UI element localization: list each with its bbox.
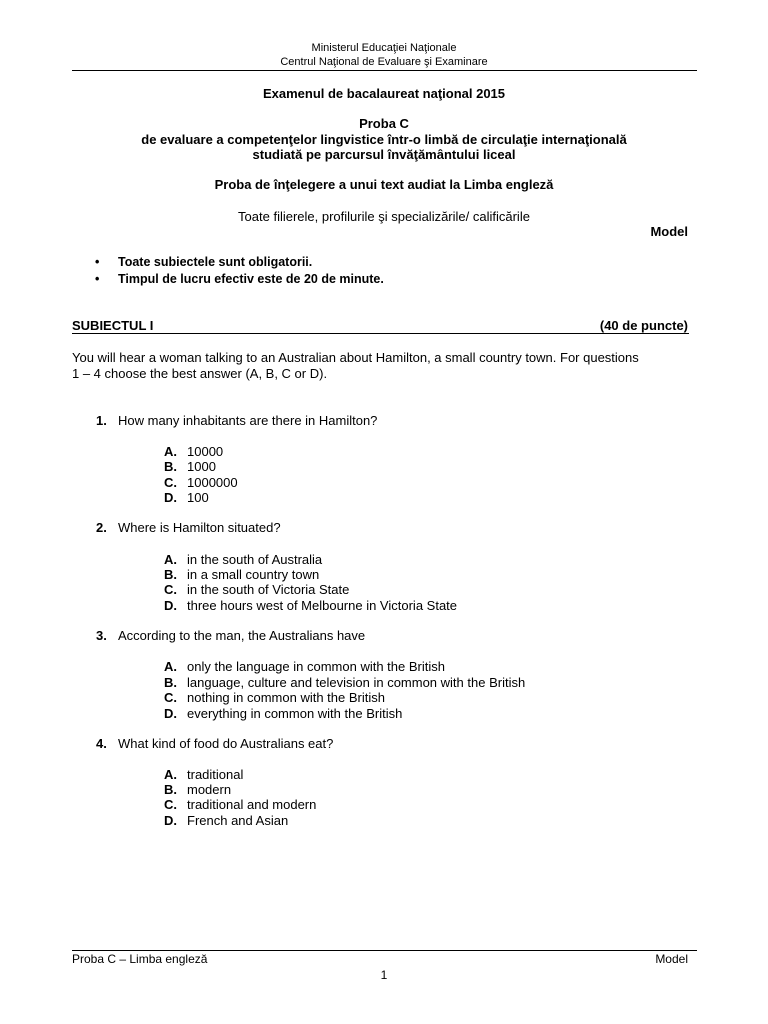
header-rule [72,70,697,71]
option-2b: B. in a small country town [164,567,320,582]
question-1 [96,413,377,428]
intro-line-1: You will hear a woman talking to an Australian about Hamilton, a small country town. For questions [72,350,639,365]
option-3c: C. nothing in common with the British [164,690,385,705]
question-number: 4. [96,736,107,751]
footer-right: Model [655,952,688,966]
option-3d: D. everything in common with the British [164,706,403,721]
option-4b: B. modern [164,782,232,797]
question-2 [96,520,281,535]
question-3 [96,628,365,643]
option-1d: D. 100 [164,490,209,505]
proba-description-2: studiată pe parcursul învăţământului liceal [252,147,516,162]
question-number: 3. [96,628,107,643]
footer-left: Proba C – Limba engleză [72,952,208,966]
question-4 [96,736,333,751]
bullet-icon: • [95,272,100,286]
header-ministry: Ministerul Educaţiei Naţionale [311,42,457,54]
question-number: 2. [96,520,107,535]
exam-title: Examenul de bacalaureat naţional 2015 [262,86,506,101]
option-1a: A. 10000 [164,444,224,459]
question-text: Where is Hamilton situated? [118,520,281,535]
model-label: Model [650,224,688,239]
question-text: What kind of food do Australians eat? [118,736,334,751]
filiere-line: Toate filierele, profilurile şi specializările/ calificările [238,209,530,224]
option-2a: A. in the south of Australia [164,552,323,567]
bullet-text: Toate subiectele sunt obligatorii. [118,255,313,269]
option-4c: C. traditional and modern [164,797,317,812]
option-1b: B. 1000 [164,459,216,474]
footer-rule [72,950,697,951]
option-2d: D. three hours west of Melbourne in Victoria State [164,598,458,613]
page-number: 1 [380,968,388,982]
option-3b: B. language, culture and television in common with the British [164,675,526,690]
bullet-text: Timpul de lucru efectiv este de 20 de minute. [118,272,384,286]
section-name: SUBIECTUL I [72,318,154,333]
option-4d: D. French and Asian [164,813,289,828]
proba-subtitle: Proba de înţelegere a unui text audiat la Limba engleză [214,177,554,192]
option-1c: C. 1000000 [164,475,238,490]
section-underline [72,333,689,334]
header-center: Centrul Naţional de Evaluare şi Examinare [280,56,488,68]
proba-description-1: de evaluare a competenţelor lingvistice într-o limbă de circulaţie internaţională [141,132,627,147]
proba-title: Proba C [359,116,409,131]
question-text: According to the man, the Australians have [118,628,366,643]
question-text: How many inhabitants are there in Hamilton? [118,413,378,428]
section-points: (40 de puncte) [599,318,688,333]
option-2c: C. in the south of Victoria State [164,582,350,597]
bullet-icon: • [95,255,100,269]
intro-line-2: 1 – 4 choose the best answer (A, B, C or D). [72,366,328,381]
question-number: 1. [96,413,107,428]
option-3a: A. only the language in common with the British [164,659,445,674]
option-4a: A. traditional [164,767,244,782]
